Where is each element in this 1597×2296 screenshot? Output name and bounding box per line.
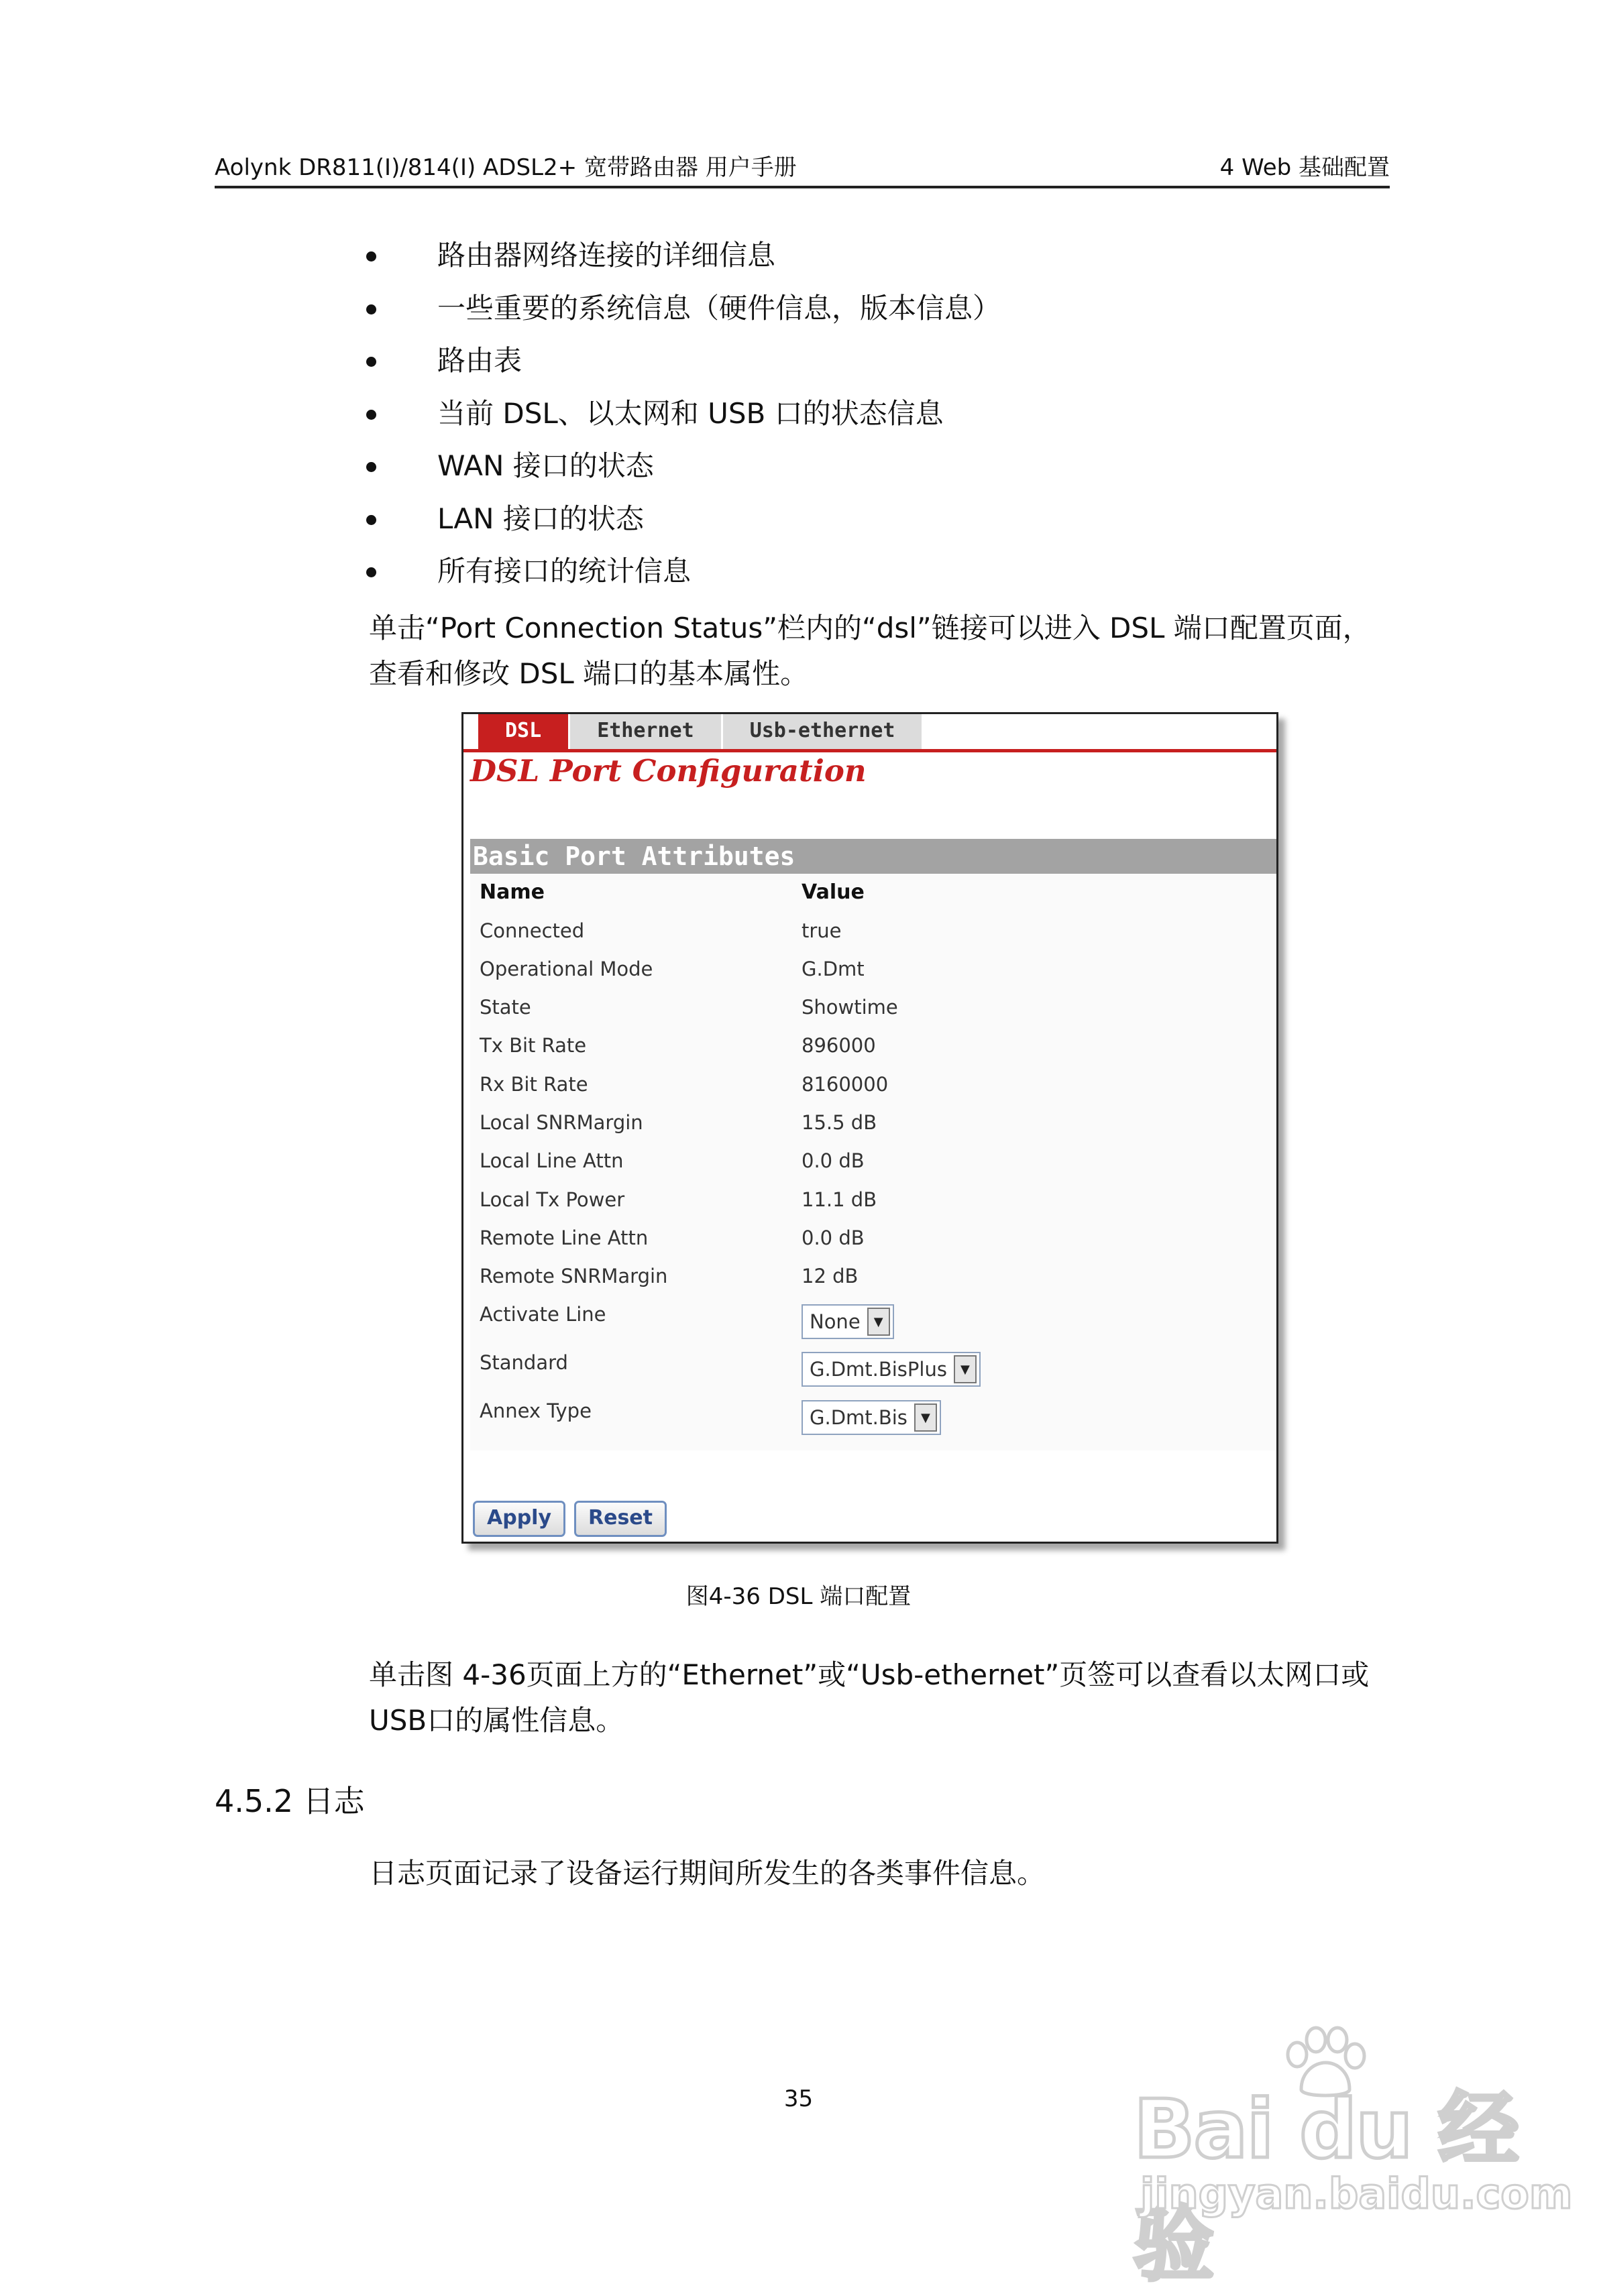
annex-type-select[interactable]: G.Dmt.Bis ▼	[802, 1400, 941, 1435]
chevron-down-icon[interactable]: ▼	[914, 1403, 937, 1432]
tab-usb-ethernet[interactable]: Usb-ethernet	[723, 714, 924, 749]
tab-bar	[478, 714, 924, 749]
intro-paragraph: 单击“Port Connection Status”栏内的“dsl”链接可以进入 DSL 端口配置页面， 查看和修改 DSL 端口的基本属性。	[369, 612, 1371, 690]
activate-line-select[interactable]: None ▼	[802, 1304, 894, 1339]
tab-hint-paragraph: 单击图 4-36页面上方的“Ethernet”或“Usb-ethernet”页签可以查看以太网口或 USB口的属性信息。	[369, 1658, 1370, 1737]
dsl-port-config-screenshot	[461, 712, 1278, 1544]
chevron-down-icon[interactable]: ▼	[867, 1308, 890, 1336]
tab-dsl[interactable]: DSL	[478, 714, 570, 749]
reset-button[interactable]: Reset	[574, 1501, 667, 1537]
bullet-icon	[366, 304, 376, 314]
bullet-icon	[366, 462, 376, 472]
list-item: LAN 接口的状态	[362, 495, 1001, 548]
bullet-icon	[366, 567, 376, 577]
list-item: 一些重要的系统信息（硬件信息，版本信息）	[362, 284, 1001, 337]
list-item: 当前 DSL、以太网和 USB 口的状态信息	[362, 390, 1001, 443]
section-heading: 4.5.2 日志	[215, 1783, 365, 1819]
bullet-icon	[366, 515, 376, 525]
feature-bullet-list	[362, 231, 1001, 600]
attributes-table: Name Value Connected true Operational Mode G.Dmt State Showtime Tx Bit Rate 896000 Rx Bit Rate 8160000 Local SNRMargin 15.5 dB Local Line Attn 0.0 dB Local Tx Power 11.1 dB Remote Line Attn 0.0 dB Remote SNRMargin 12 dB Activate Line None ▼ Standard G.Dmt.BisPlus ▼ Annex Type G.Dmt.Bis ▼	[470, 874, 1276, 1450]
header-title: Aolynk DR811(I)/814(I) ADSL2+ 宽带路由器 用户手册	[215, 154, 797, 181]
figure-caption: 图4-36 DSL 端口配置	[685, 1583, 912, 1610]
list-item: 路由器网络连接的详细信息	[362, 231, 1001, 284]
baidu-watermark	[1134, 2025, 1573, 2292]
section-header: Basic Port Attributes	[470, 839, 1276, 874]
page-number: 35	[783, 2085, 814, 2112]
apply-button[interactable]: Apply	[473, 1501, 565, 1537]
tab-ethernet[interactable]: Ethernet	[570, 714, 723, 749]
standard-select[interactable]: G.Dmt.BisPlus ▼	[802, 1352, 981, 1387]
column-header-value: Value	[802, 880, 865, 904]
page-header	[215, 151, 1390, 188]
list-item: WAN 接口的状态	[362, 442, 1001, 495]
column-header-name: Name	[480, 880, 545, 904]
bullet-icon	[366, 410, 376, 420]
tab-underline	[463, 749, 1276, 752]
bullet-icon	[366, 357, 376, 367]
chevron-down-icon[interactable]: ▼	[954, 1355, 977, 1383]
watermark-brand: Bai du 经验	[1134, 2083, 1518, 2292]
page-title: DSL Port Configuration	[470, 753, 867, 789]
watermark-url: jingyan.baidu.com	[1140, 2169, 1573, 2218]
list-item: 所有接口的统计信息	[362, 547, 1001, 600]
bullet-icon	[366, 251, 376, 262]
list-item: 路由表	[362, 337, 1001, 390]
header-chapter: 4 Web 基础配置	[1219, 154, 1390, 181]
log-paragraph: 日志页面记录了设备运行期间所发生的各类事件信息。	[369, 1857, 1046, 1890]
